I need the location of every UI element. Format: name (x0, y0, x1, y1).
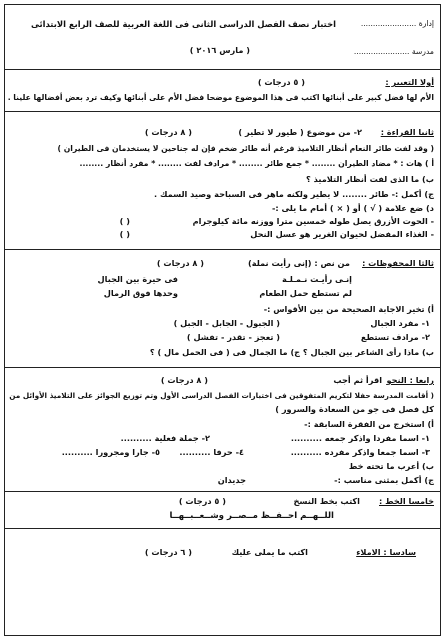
question: ج) أكمل :- طائر ........ لا يطير ولكنه ماهر فى السباحة وصيد السمك . (154, 189, 434, 199)
calligraphy-phrase: اللــهــم احــفــظ مــصــر وشــعــبــهــا (169, 511, 334, 521)
fill-word: جديدان (217, 475, 246, 485)
choice-options: ( الجبول - الجابل - الجبل ) (173, 318, 280, 328)
section-heading: خامسا الخط : (379, 496, 434, 506)
section-heading: أولا التعبير : (385, 77, 434, 87)
reading-passage: ( وقد لفت طائر النعام أنظار التلاميذ فرغم أنه طائر ضخم فإن له جناحين لا يستخدمان فى الطيران ) (57, 144, 434, 153)
answer-parens: ( ) (119, 229, 130, 239)
section-heading: ثانيا القراءة : (380, 127, 434, 137)
section-heading: سادسا : الاملاء (356, 547, 416, 557)
school-field: مدرسة ....................... (353, 47, 434, 56)
section-heading: رابعا : النحو (386, 375, 434, 385)
choice-options: ( تعجز - تقدر - تفشل ) (186, 332, 280, 342)
section-marks: ( ٥ درجات ) (178, 496, 226, 506)
section-marks: ( ٨ درجات ) (156, 258, 204, 268)
divider (5, 528, 440, 529)
poem-verse: وحدها فوق الرمال (103, 288, 178, 298)
exam-title: اختبار نصف الفصل الدراسى الثانى فى اللغة العربية للصف الرابع الابتدائى (30, 19, 336, 29)
section-heading: ثالثا المحفوظات : (362, 258, 434, 268)
admin-field: إدارة ....................... (360, 19, 434, 28)
question: ج) أكمل بمثنى مناسب :- (334, 475, 434, 485)
statement: - الحوت الأزرق يصل طوله خمسين مترا ووزنه مائة كيلوجرام (192, 216, 434, 226)
divider (5, 491, 440, 492)
section-marks: ( ٨ درجات ) (160, 375, 208, 385)
question: ب) ما الذى لفت أنظار التلاميذ ؟ (306, 174, 434, 184)
question: أ) استخرج من الفقرة السابقة :- (304, 419, 434, 429)
choice-label: ١- مفرد الجبال (370, 318, 430, 328)
divider (5, 249, 440, 250)
section-topic: من نص : (إنى رأيت نملة) (248, 258, 350, 268)
question: أ ) هات : * مضاد الطيران ........ * جمع طائر ........ * مرادف لفت ........ * مفرد أنظار ........ (79, 159, 434, 168)
grammar-item: ٤- حرفا .......... (179, 447, 244, 457)
section-sub: اقرأ ثم أجب (333, 375, 382, 385)
choice-label: ٢- مرادف تستطع (360, 332, 430, 342)
grammar-item: ٥- جارا ومجرورا .......... (61, 447, 160, 457)
poem-verse: إنـى رأيـت نـمـلـة (282, 274, 352, 284)
question: ب) ماذا رأى الشاعر بين الجبال ؟ ج) ما الجمال فى ( فى الحمل مال ) ؟ (149, 347, 434, 357)
grammar-item: ١- اسما مفردا واذكر جمعه .......... (290, 433, 430, 443)
section-topic: ٢- من موضوع ( طيور لا تطير ) (238, 127, 362, 137)
poem-verse: لم تستطع حمل الطعام (259, 288, 352, 298)
question: ب) أعرب ما تحته خط (348, 461, 434, 471)
grammar-item: ٢- جملة فعلية .......... (120, 433, 210, 443)
answer-parens: ( ) (119, 216, 130, 226)
divider (5, 367, 440, 368)
section-sub: اكتب ما يملى عليك (231, 547, 308, 557)
statement: - الغذاء المفضل لحيوان الغرير هو عسل النحل (250, 229, 434, 239)
section-sub: اكتب بخط النسخ (293, 496, 360, 506)
question: د) ضع علامة ( √ ) أو ( × ) أمام ما يلى :- (272, 203, 434, 213)
grammar-passage: ( أقامت المدرسة حفلا لتكريم المتفوقين فى اختبارات الفصل الدراسى الأول وتم توزيع الجوائز على التلاميذ الأوائل من (9, 391, 434, 400)
grammar-passage: كل فصل فى جو من السعادة والسرور ) (275, 404, 434, 414)
divider (5, 69, 440, 70)
section-marks: ( ٥ درجات ) (257, 77, 305, 87)
question: أ) تخير الاجابة الصحيحة من بين الأقواس :- (263, 304, 434, 314)
poem-verse: فى حيرة بين الجبال (97, 274, 178, 284)
grammar-item: ٣- اسما جمعا واذكر مفرده .......... (290, 447, 430, 457)
section-body: الأم لها فضل كبير على أبنائها اكتب فى هذا الموضوع موضحا فضل الأم على أبنائها وكيف ترد بعض أفضالها علينا . (7, 93, 434, 102)
exam-page (4, 4, 441, 636)
exam-date: ( مارس ٢٠١٦ ) (189, 45, 250, 55)
divider (5, 111, 440, 112)
section-marks: ( ٨ درجات ) (144, 127, 192, 137)
section-marks: ( ٦ درجات ) (144, 547, 192, 557)
